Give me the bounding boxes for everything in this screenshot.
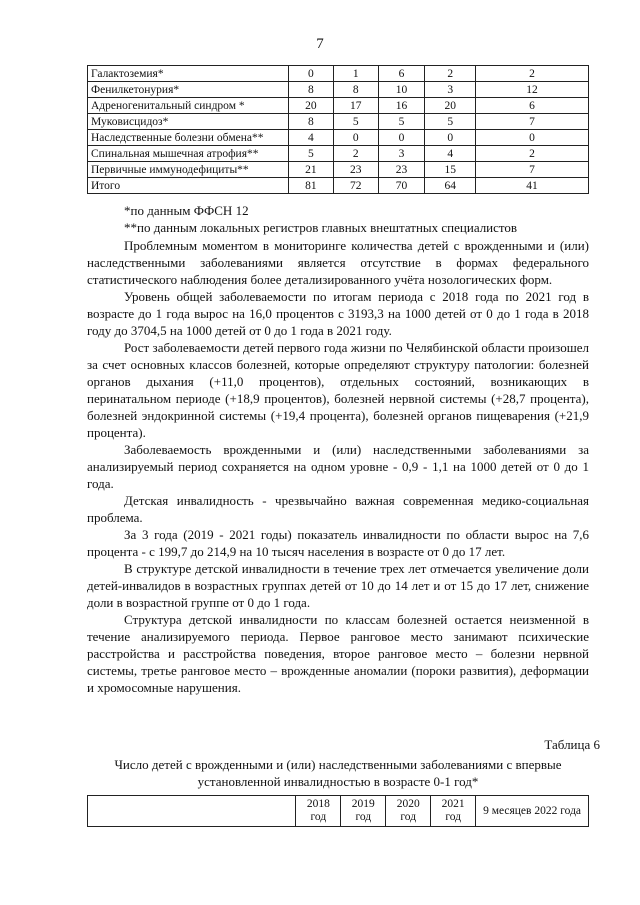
table-row — [88, 66, 589, 82]
cell: 17 — [333, 98, 378, 114]
cell: 15 — [425, 162, 476, 178]
cell: 7 — [476, 114, 589, 130]
body-text — [87, 237, 589, 696]
header-cell: 2020 год — [386, 796, 431, 827]
cell: 4 — [288, 130, 333, 146]
cell: 64 — [425, 178, 476, 194]
header-cell: 2021 год — [431, 796, 476, 827]
cell: 20 — [288, 98, 333, 114]
cell: 23 — [333, 162, 378, 178]
row-name: Наследственные болезни обмена** — [88, 130, 289, 146]
cell: 41 — [476, 178, 589, 194]
table-row — [88, 82, 589, 98]
cell: 0 — [378, 130, 425, 146]
cell: 4 — [425, 146, 476, 162]
page-number: 7 — [316, 36, 324, 52]
empty-header-cell — [88, 796, 296, 827]
table-header-row — [88, 796, 589, 827]
cell: 20 — [425, 98, 476, 114]
header-cell: 2018 год — [296, 796, 341, 827]
cell: 21 — [288, 162, 333, 178]
cell: 16 — [378, 98, 425, 114]
table-row-total — [88, 178, 589, 194]
cell: 5 — [333, 114, 378, 130]
table-title: Число детей с врожденными и (или) наследственными заболеваниями с впервые установленной инвалидностью в возрасте 0-1 год* — [114, 757, 562, 789]
cell: 0 — [288, 66, 333, 82]
cell: 1 — [333, 66, 378, 82]
paragraph: В структуре детской инвалидности в течение трех лет отмечается увеличение доли детей-инвалидов в возрастных группах детей от 10 до 14 лет и от 15 до 17 лет, снижение доли в возрастной группе от 0 до 1 года. — [87, 561, 589, 610]
cell: 5 — [378, 114, 425, 130]
cell: 2 — [333, 146, 378, 162]
cell: 8 — [288, 82, 333, 98]
row-name: Первичные иммунодефициты** — [88, 162, 289, 178]
cell: 2 — [476, 66, 589, 82]
table-row — [88, 98, 589, 114]
disability-table — [87, 795, 589, 827]
table-row — [88, 130, 589, 146]
table-row — [88, 114, 589, 130]
footnote-ffsn: *по данным ФФСН 12 — [124, 203, 249, 218]
cell: 72 — [333, 178, 378, 194]
cell: 5 — [288, 146, 333, 162]
paragraph: Детская инвалидность - чрезвычайно важная современная медико-социальная проблема. — [87, 493, 589, 525]
cell: 0 — [476, 130, 589, 146]
row-name: Адреногенитальный синдром * — [88, 98, 289, 114]
disease-table — [87, 65, 589, 194]
cell: 0 — [425, 130, 476, 146]
row-name: Спинальная мышечная атрофия** — [88, 146, 289, 162]
paragraph: Рост заболеваемости детей первого года жизни по Челябинской области произошел за счет основных классов болезней, которые определяют структуру патологии: болезней органов дыхания (+11,0 процентов), отдельных состояний, возникающих в перинатальном периоде (+18,9 процентов), болезней нервной системы (+28,7 процента), болезней эндокринной системы (+19,4 процента), болезней органов пищеварения (+21,9 процента). — [87, 340, 589, 440]
row-name: Итого — [88, 178, 289, 194]
header-cell: 2019 год — [341, 796, 386, 827]
row-name: Галактоземия* — [88, 66, 289, 82]
paragraph: Структура детской инвалидности по классам болезней остается неизменной в течение анализируемого периода. Первое ранговое место занимают психические расстройства и расстройства поведения, второе ранговое место – болезни нервной системы, третье ранговое место – врожденные аномалии (пороки развития), деформации и хромосомные нарушения. — [87, 612, 589, 695]
cell: 2 — [425, 66, 476, 82]
cell: 23 — [378, 162, 425, 178]
cell: 8 — [333, 82, 378, 98]
cell: 6 — [378, 66, 425, 82]
cell: 70 — [378, 178, 425, 194]
paragraph: Проблемным моментом в мониторинге количества детей с врожденными и (или) наследственными заболеваниями является отсутствие в формах федерального статистического наблюдения более детализированного учёта нозологических форм. — [87, 238, 589, 287]
cell: 12 — [476, 82, 589, 98]
cell: 81 — [288, 178, 333, 194]
cell: 7 — [476, 162, 589, 178]
cell: 5 — [425, 114, 476, 130]
paragraph: Заболеваемость врожденными и (или) наследственными заболеваниями за анализируемый период сохраняется на одном уровне - 0,9 - 1,1 на 1000 детей от 0 до 1 года. — [87, 442, 589, 491]
cell: 3 — [378, 146, 425, 162]
cell: 0 — [333, 130, 378, 146]
cell: 2 — [476, 146, 589, 162]
paragraph: Уровень общей заболеваемости по итогам периода с 2018 года по 2021 год в возрасте до 1 года вырос на 16,0 процентов с 3193,3 на 1000 детей от 0 до 1 года в 2018 году до 3704,5 на 1000 детей от 0 до 1 года в 2021 году. — [87, 289, 589, 338]
cell: 6 — [476, 98, 589, 114]
cell: 8 — [288, 114, 333, 130]
paragraph: За 3 года (2019 - 2021 годы) показатель инвалидности по области вырос на 7,6 процента - с 199,7 до 214,9 на 10 тысяч населения в возрасте от 0 до 17 лет. — [87, 527, 589, 559]
footnote-registers: **по данным локальных регистров главных внештатных специалистов — [124, 220, 518, 235]
table-row — [88, 146, 589, 162]
row-name: Муковисцидоз* — [88, 114, 289, 130]
header-cell: 9 месяцев 2022 года — [476, 796, 589, 827]
table-row — [88, 162, 589, 178]
row-name: Фенилкетонурия* — [88, 82, 289, 98]
table-label: Таблица 6 — [544, 737, 600, 752]
cell: 3 — [425, 82, 476, 98]
cell: 10 — [378, 82, 425, 98]
